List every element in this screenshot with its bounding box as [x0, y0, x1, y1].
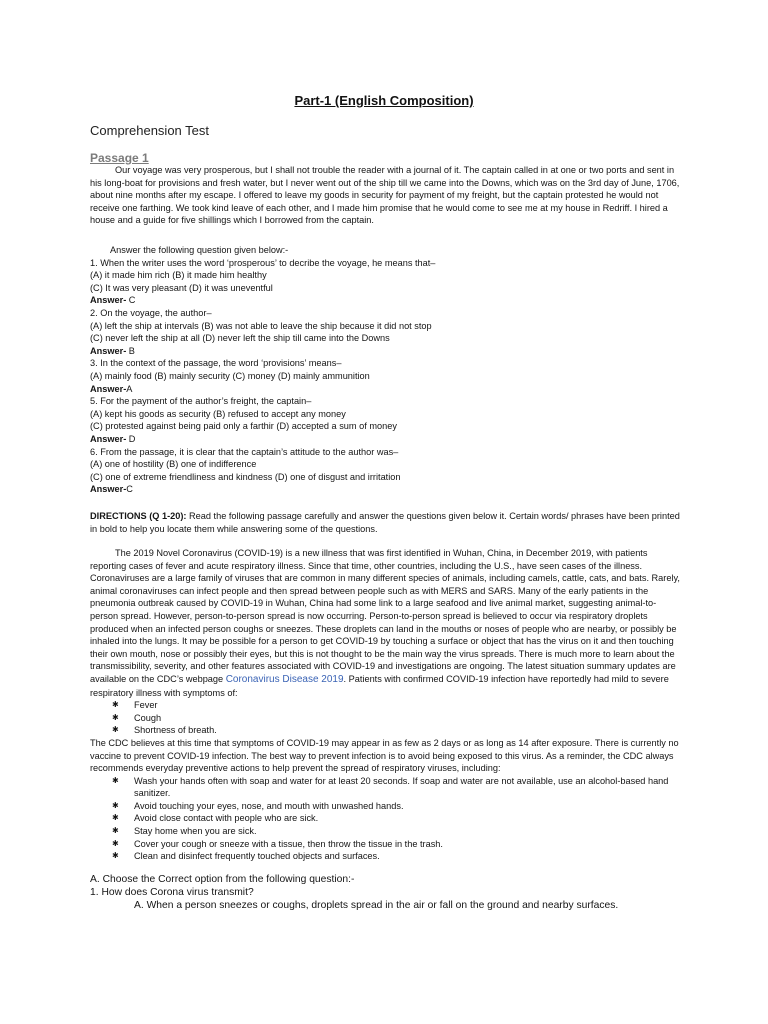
- question-list: [90, 244, 680, 496]
- question-text: 1. When the writer uses the word ‘prosperous’ to decribe the voyage, he means that–: [90, 257, 436, 268]
- list-item: ✱ Avoid touching your eyes, nose, and mouth with unwashed hands.: [112, 800, 680, 813]
- page-title: Part-1 (English Composition): [294, 93, 474, 108]
- answer-line: [90, 294, 680, 307]
- list-item: ✱ Shortness of breath.: [112, 724, 680, 737]
- question-options: (A) left the ship at intervals (B) was not able to leave the ship because it did not stop: [90, 320, 432, 331]
- answer-value: C: [126, 295, 136, 306]
- answer-value: C: [126, 484, 133, 495]
- questions-lead: Answer the following question given below:-: [110, 245, 289, 255]
- question-options: (A) kept his goods as security (B) refused to accept any money: [90, 408, 346, 419]
- question-options: (C) never left the ship at all (D) never left the ship till came into the Downs: [90, 333, 390, 344]
- question-text: 2. On the voyage, the author–: [90, 307, 212, 318]
- choose-heading: A. Choose the Correct option from the following question:-: [90, 874, 355, 885]
- covid-passage: [90, 547, 680, 863]
- answer-value: D: [126, 433, 136, 444]
- answer-line: [90, 383, 680, 396]
- answer-label: Answer-: [90, 484, 127, 495]
- directions-text: Read the following passage carefully and answer the questions given below it. Certain words/ phrases have been printed in bold to help you locate them while answering some of the questions.: [90, 511, 680, 534]
- question-text: 5. For the payment of the author’s freight, the captain–: [90, 396, 312, 407]
- answer-line: [90, 345, 680, 358]
- answer-label: Answer-: [90, 433, 127, 444]
- choose-section: [90, 874, 690, 912]
- question-5: [90, 395, 680, 445]
- question-text: 6. From the passage, it is clear that the captain’s attitude to the author was–: [90, 446, 399, 457]
- question-text: 3. In the context of the passage, the word ‘provisions’ means–: [90, 358, 342, 369]
- list-item: ✱ Cover your cough or sneeze with a tissue, then throw the tissue in the trash.: [112, 838, 680, 851]
- list-item: ✱ Fever: [112, 699, 680, 712]
- answer-label: Answer-: [90, 345, 127, 356]
- question-6: [90, 446, 680, 496]
- question-2: [90, 307, 680, 357]
- question-options: (A) it made him rich (B) it made him healthy: [90, 270, 267, 281]
- passage-1-text: Our voyage was very prosperous, but I shall not trouble the reader with a journal of it. The captain called in at one or two ports and sent in his long-boat for provisions and fresh water, but I never went out of the ship till we came into the Downs, which was on the 3rd day of June, 1706, about nine months after my escape. I offered to leave my goods in security for payment of my freight, but the captain protested he would not receive one farthing. We took kind leave of each other, and I made him promise that he would come to see me at my house in Redriff. I hired a house and a guide for five shillings which I borrowed from the captain.: [90, 165, 680, 226]
- answer-line: [90, 433, 680, 446]
- question-options: (C) It was very pleasant (D) it was uneventful: [90, 282, 273, 293]
- question-options: (C) protested against being paid only a farthir (D) accepted a sum of money: [90, 421, 397, 432]
- choose-question: 1. How does Corona virus transmit?: [90, 886, 254, 898]
- question-options: (A) one of hostility (B) one of indifference: [90, 459, 257, 470]
- preventive-actions-list: [90, 775, 680, 863]
- directions-label: DIRECTIONS (Q 1-20):: [90, 511, 187, 521]
- answer-label: Answer-: [90, 295, 127, 306]
- question-options: (A) mainly food (B) mainly security (C) money (D) mainly ammunition: [90, 370, 370, 381]
- list-item: ✱ Avoid close contact with people who are sick.: [112, 812, 680, 825]
- cdc-paragraph: The CDC believes at this time that symptoms of COVID-19 may appear in as few as 2 days or as long as 14 after exposure. There is currently no vaccine to prevent COVID-19 infection. The best way to prevent infection is to avoid being exposed to this virus. As a reminder, the CDC always recommends everyday preventive actions to help prevent the spread of respiratory viruses, including:: [90, 737, 679, 774]
- answer-line: [90, 483, 680, 496]
- question-3: [90, 357, 680, 395]
- passage-label: Passage 1: [90, 151, 149, 165]
- directions-paragraph: [90, 510, 680, 535]
- question-1: [90, 257, 680, 307]
- question-options: (C) one of extreme friendliness and kindness (D) one of disgust and irritation: [90, 471, 401, 482]
- list-item: ✱ Wash your hands often with soap and water for at least 20 seconds. If soap and water are not available, use an alcohol-based hand sanitizer.: [112, 775, 680, 800]
- section-heading: Comprehension Test: [90, 123, 209, 138]
- symptom-list: [90, 699, 680, 737]
- list-item: ✱ Cough: [112, 712, 680, 725]
- list-item: ✱ Stay home when you are sick.: [112, 825, 680, 838]
- answer-value: A: [126, 383, 133, 394]
- list-item: ✱ Clean and disinfect frequently touched objects and surfaces.: [112, 850, 680, 863]
- answer-label: Answer-: [90, 383, 127, 394]
- covid-paragraph: [90, 547, 680, 699]
- answer-value: B: [126, 345, 135, 356]
- cdc-webpage-link[interactable]: Coronavirus Disease 2019: [225, 673, 344, 685]
- covid-text-after-link: . Patients with confirmed COVID-19 infection have reportedly had mild to severe respiratory illness with symptoms of:: [90, 673, 669, 698]
- choose-option-a: A. When a person sneezes or coughs, droplets spread in the air or fall on the ground and nearby surfaces.: [134, 899, 619, 911]
- covid-text: The 2019 Novel Coronavirus (COVID-19) is a new illness that was first identified in Wuhan, China, in December 2019, with patients reporting cases of fever and acute respiratory illness. Since that time, other countries, including the U.S., have seen cases of the illness. Coronaviruses are a large family of viruses that are common in many different species of animals, including camels, cattle, cats, and bats. Rarely, animal coronaviruses can infect people and then spread between people such as with MERS and SARS. Many of the early patients in the pneumonia outbreak caused by COVID-19 in Wuhan, China had some link to a large seafood and live animal market, suggesting animal-to-person spread. However, person-to-person spread is now occurring. Person-to-person spread is believed to occur via respiratory droplets produced when an infected person coughs or sneezes. These droplets can land in the mouths or noses of people who are nearby, or possibly be inhaled into the lungs. It may be possible for a person to get COVID-19 by touching a surface or object that has the virus on it and then touching their own mouth, nose or possibly their eyes, but this is not thought to be the main way the virus spreads. There is much more to learn about the transmissibility, severity, and other features associated with COVID-19 and investigations are ongoing. The latest situation summary updates are available on the CDC’s webpage: [90, 548, 680, 684]
